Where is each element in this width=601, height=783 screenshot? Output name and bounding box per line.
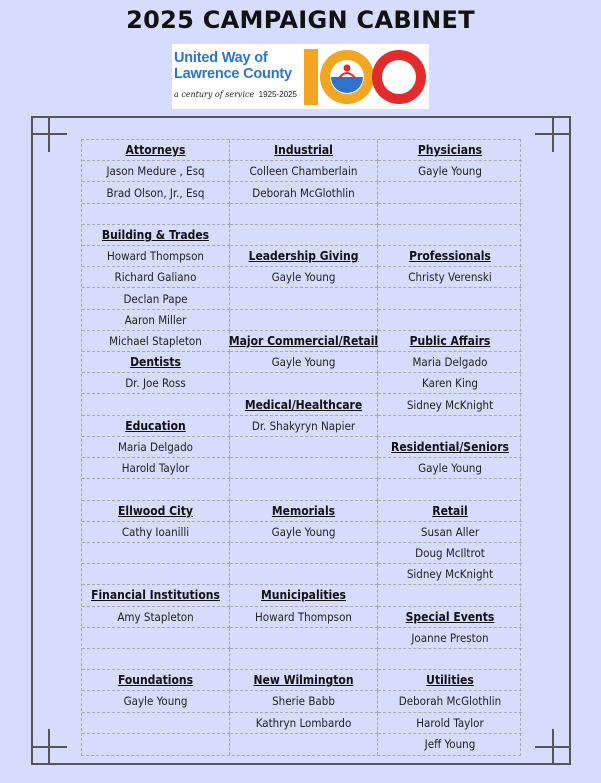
empty-cell <box>230 543 378 564</box>
empty-cell <box>82 394 230 415</box>
category-heading: Ellwood City <box>82 501 230 522</box>
empty-cell <box>378 204 522 225</box>
category-heading: Major Commercial/Retail <box>230 331 378 352</box>
cabinet-table <box>81 139 521 756</box>
category-heading: Public Affairs <box>378 331 522 352</box>
empty-cell <box>82 734 230 755</box>
empty-cell <box>378 479 522 500</box>
empty-cell <box>230 628 378 649</box>
member-name: Gayle Young <box>230 352 378 373</box>
member-name: Gayle Young <box>230 522 378 543</box>
empty-cell <box>82 628 230 649</box>
category-heading: Foundations <box>82 670 230 691</box>
member-name: Joanne Preston <box>378 628 522 649</box>
empty-cell <box>378 416 522 437</box>
member-name: Harold Taylor <box>82 458 230 479</box>
empty-cell <box>378 310 522 331</box>
category-heading: Utilities <box>378 670 522 691</box>
empty-cell <box>230 373 378 394</box>
empty-cell <box>82 204 230 225</box>
logo-tagline <box>174 90 297 99</box>
member-name: Susan Aller <box>378 522 522 543</box>
empty-cell <box>230 649 378 670</box>
category-heading: Municipalities <box>230 585 378 606</box>
page-title: 2025 CAMPAIGN CABINET <box>126 6 475 34</box>
member-name: Gayle Young <box>378 161 522 182</box>
category-heading: Industrial <box>230 140 378 161</box>
member-name: Deborah McGlothlin <box>378 691 522 712</box>
corner-ornament-bottom-right <box>535 729 571 765</box>
category-heading: New Wilmington <box>230 670 378 691</box>
empty-cell <box>82 649 230 670</box>
empty-cell <box>230 479 378 500</box>
member-name: Dr. Joe Ross <box>82 373 230 394</box>
logo-line-2: Lawrence County <box>174 66 292 82</box>
member-name: Declan Pape <box>82 288 230 309</box>
empty-cell <box>378 225 522 246</box>
category-heading: Medical/Healthcare <box>230 394 378 415</box>
member-name: Christy Verenski <box>378 267 522 288</box>
empty-cell <box>230 734 378 755</box>
empty-cell <box>230 310 378 331</box>
category-heading: Dentists <box>82 352 230 373</box>
empty-cell <box>230 564 378 585</box>
empty-cell <box>82 543 230 564</box>
member-name: Richard Galiano <box>82 267 230 288</box>
member-name: Kathryn Lombardo <box>230 713 378 734</box>
member-name: Karen King <box>378 373 522 394</box>
member-name: Michael Stapleton <box>82 331 230 352</box>
empty-cell <box>82 479 230 500</box>
empty-cell <box>378 649 522 670</box>
member-name: Jason Medure , Esq <box>82 161 230 182</box>
corner-ornament-top-right <box>535 116 571 152</box>
empty-cell <box>378 585 522 606</box>
category-heading: Financial Institutions <box>82 585 230 606</box>
member-name: Howard Thompson <box>230 607 378 628</box>
logo-100-icon <box>300 46 428 108</box>
corner-ornament-top-left <box>31 116 67 152</box>
logo-tagline-years: 1925-2025 <box>258 90 297 99</box>
member-name: Doug McIltrot <box>378 543 522 564</box>
empty-cell <box>230 458 378 479</box>
member-name: Aaron Miller <box>82 310 230 331</box>
empty-cell <box>230 288 378 309</box>
member-name: Gayle Young <box>378 458 522 479</box>
category-heading: Building & Trades <box>82 225 230 246</box>
category-heading: Special Events <box>378 607 522 628</box>
member-name: Gayle Young <box>230 267 378 288</box>
member-name: Amy Stapleton <box>82 607 230 628</box>
united-way-logo <box>172 44 429 109</box>
logo-line-1: United Way of <box>174 50 268 66</box>
logo-tagline-italic: a century of service <box>174 90 255 99</box>
member-name: Brad Olson, Jr., Esq <box>82 182 230 203</box>
category-heading: Leadership Giving <box>230 246 378 267</box>
member-name: Sherie Babb <box>230 691 378 712</box>
empty-cell <box>82 564 230 585</box>
member-name: Harold Taylor <box>378 713 522 734</box>
empty-cell <box>230 204 378 225</box>
member-name: Sidney McKnight <box>378 564 522 585</box>
member-name: Maria Delgado <box>82 437 230 458</box>
category-heading: Memorials <box>230 501 378 522</box>
category-heading: Retail <box>378 501 522 522</box>
member-name: Gayle Young <box>82 691 230 712</box>
category-heading: Residential/Seniors <box>378 437 522 458</box>
category-heading: Attorneys <box>82 140 230 161</box>
category-heading: Physicians <box>378 140 522 161</box>
corner-ornament-bottom-left <box>31 729 67 765</box>
member-name: Cathy Ioanilli <box>82 522 230 543</box>
empty-cell <box>230 437 378 458</box>
member-name: Maria Delgado <box>378 352 522 373</box>
member-name: Howard Thompson <box>82 246 230 267</box>
member-name: Jeff Young <box>424 737 476 752</box>
empty-cell <box>378 182 522 203</box>
member-name: Colleen Chamberlain <box>230 161 378 182</box>
category-heading: Professionals <box>378 246 522 267</box>
empty-cell <box>230 225 378 246</box>
member-name: Sidney McKnight <box>378 394 522 415</box>
empty-cell <box>378 288 522 309</box>
member-name: Dr. Shakyryn Napier <box>230 416 378 437</box>
member-name: Deborah McGlothlin <box>230 182 378 203</box>
empty-cell <box>82 713 230 734</box>
category-heading: Education <box>82 416 230 437</box>
